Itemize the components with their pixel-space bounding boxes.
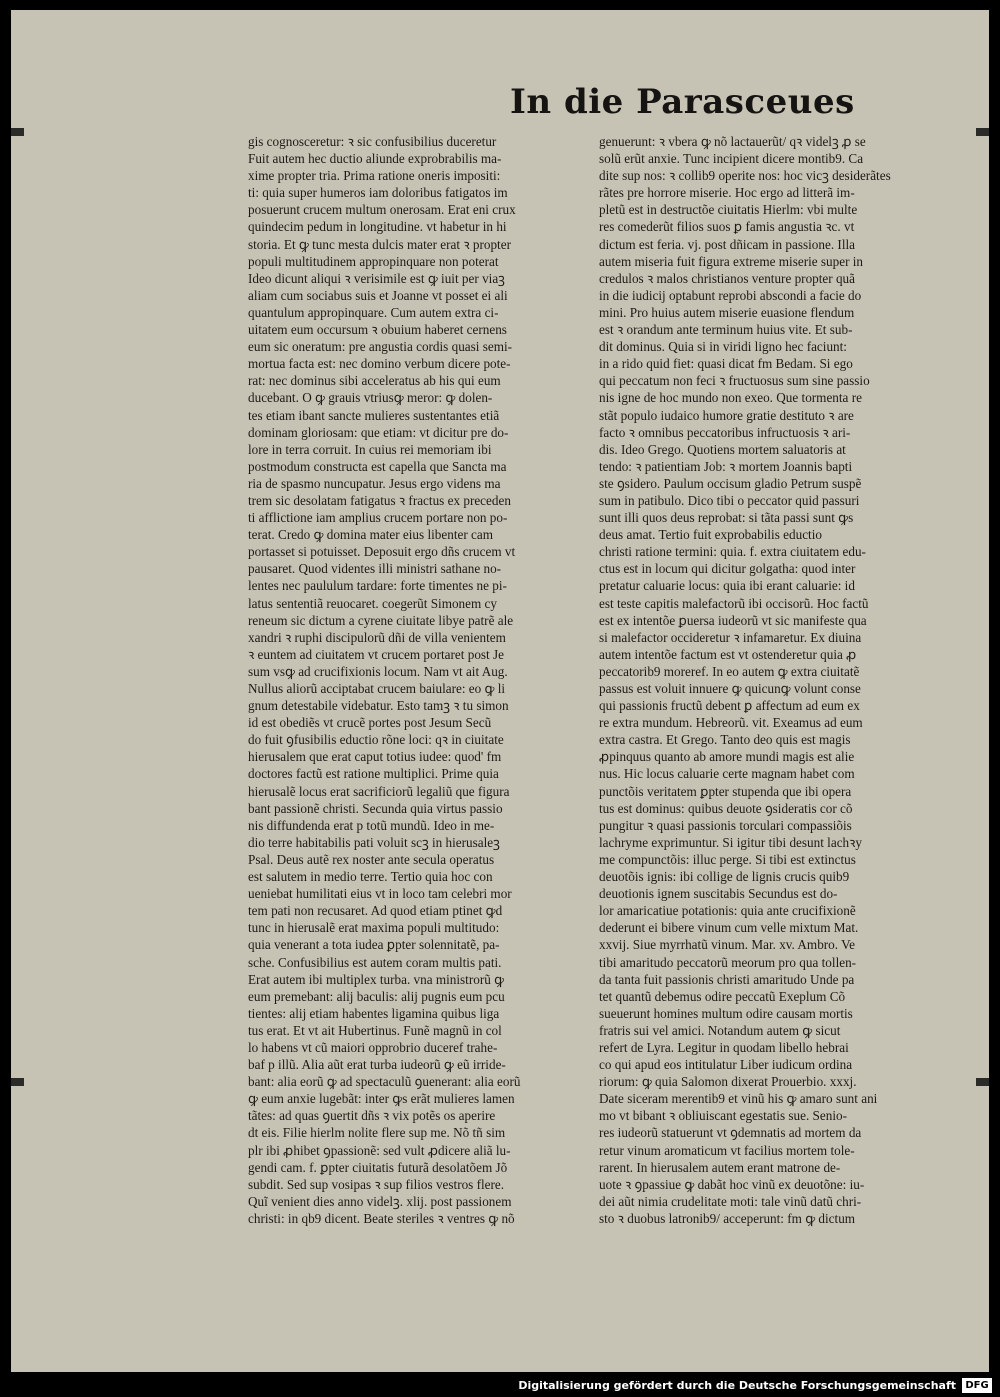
text-line: lentes nec paululum tardare: forte timentes ne pi- xyxy=(248,578,507,594)
text-line: bant passionẽ christi. Secunda quia virtus passio xyxy=(248,800,503,816)
text-line: qui passionis fructũ debent ꝑ affectum ad eum ex xyxy=(599,698,860,714)
text-line: hierusalem que erat caput totius iudee: quod' fm xyxy=(248,749,502,765)
text-line: ste ꝯsidero. Paulum occisum gladio Petrum suspẽ xyxy=(599,475,862,491)
text-line: punctõis veritatem ꝑpter stupenda que ibi opera xyxy=(599,783,852,799)
text-line: doctores factũ est ratione multiplici. Prime quia xyxy=(248,766,499,782)
text-line: lachryme exprimuntur. Si igitur tibi desunt lachꝛy xyxy=(599,834,862,850)
text-line: bant: alia eorũ ꝙ ad spectaculũ ꝯuenerant: alia eorũ xyxy=(248,1074,521,1090)
text-line: xxvij. Siue myrrhatũ vinum. Mar. xv. Ambro. Ve xyxy=(599,937,856,953)
text-column-left xyxy=(248,133,584,1227)
text-line: uitatem eum occursum ꝛ obuium haberet cernens xyxy=(248,322,507,338)
text-line: credulos ꝛ malos christianos venture propter quã xyxy=(599,270,856,286)
text-line: gis cognosceretur: ꝛ sic confusibilius duceretur xyxy=(248,134,497,149)
text-line: est ex intentõe ꝑuersa iudeorũ vt sic manifeste qua xyxy=(599,612,867,628)
binding-mark xyxy=(976,128,989,136)
text-line: deuotionis ignem suscitabis Secundus est do- xyxy=(599,886,838,902)
text-line: dis. Ideo Grego. Quotiens mortem saluatoris at xyxy=(599,441,846,457)
text-line: tet quantũ debemus odire peccatũ Exeplum Cõ xyxy=(599,988,846,1004)
text-line: id est obediẽs vt crucẽ portes post Jesum Secũ xyxy=(248,715,492,731)
text-line: Date siceram merentib9 et vinũ his ꝙ amaro sunt ani xyxy=(599,1091,878,1107)
text-line: da tanta fuit passionis christi amaritudo Unde pa xyxy=(599,971,855,987)
text-line: ꝓpinquus quanto ab amore mundi magis est alie xyxy=(599,749,855,765)
text-line: hierusalẽ locus erat sacrificiorũ legaliũ que figura xyxy=(248,783,510,799)
text-line: pletũ est in destructõe ciuitatis Hierlm: vbi multe xyxy=(599,202,858,218)
text-line: ducebant. O ꝙ grauis vtriusꝙ meror: ꝙ dolen- xyxy=(248,390,493,406)
text-line: tibi amaritudo peccatorũ meorum pro qua tollen- xyxy=(599,954,857,970)
text-line: est teste capitis malefactorũ ibi occisorũ. Hoc factũ xyxy=(599,595,869,611)
text-line: gnum detestabile videbatur. Esto tamꝫ ꝛ tu simon xyxy=(248,698,509,714)
text-line: deuotõis ignis: ibi collige de lignis crucis quib9 xyxy=(599,869,850,885)
page-header: In die Parasceues xyxy=(510,82,855,122)
text-line: est salutem in medio terre. Tertio quia hoc con xyxy=(248,869,493,885)
text-line: tãtes: ad quas ꝯuertit dñs ꝛ vix potẽs os aperire xyxy=(248,1108,496,1124)
text-line: deus amat. Tertio fuit exprobabilis eductio xyxy=(599,527,822,543)
text-line: tientes: alij etiam habentes ligamina quibus liga xyxy=(248,1005,500,1021)
text-line: christi ratione termini: quia. f. extra ciuitatem edu- xyxy=(599,544,866,560)
text-line: uote ꝛ ꝯpassiue ꝙ dabãt hoc vinũ ex deuotõne: iu- xyxy=(599,1176,865,1192)
text-line: Psal. Deus autẽ rex noster ante secula operatus xyxy=(248,851,495,867)
text-line: autem intentõe factum est vt ostenderetur quia ꝓ xyxy=(599,646,857,662)
binding-mark xyxy=(11,1078,24,1086)
text-line: populi multitudinem appropinquare non poterat xyxy=(248,253,499,269)
text-line: latus sententiã reuocaret. coegerũt Simonem cy xyxy=(248,595,498,611)
text-line: posuerunt crucem multum onerosam. Erat eni crux xyxy=(248,202,516,218)
text-line: solũ erũt anxie. Tunc incipient dicere montib9. Ca xyxy=(599,151,864,167)
text-line: ꝙ eum anxie lugebãt: inter ꝙs erãt mulieres lamen xyxy=(248,1091,515,1107)
text-line: tus erat. Et vt ait Hubertinus. Funẽ magnũ in col xyxy=(248,1022,502,1038)
text-line: ctus est in locum qui dicitur golgatha: quod inter xyxy=(599,561,856,577)
text-line: storia. Et ꝙ tunc mesta dulcis mater erat ꝛ propter xyxy=(248,236,511,252)
text-line: rãtes pre horrore miserie. Hoc ergo ad litterã im- xyxy=(599,185,855,201)
text-line: dt eis. Filie hierlm nolite flere sup me. Nõ tñ sim xyxy=(248,1125,506,1141)
text-line: christi: in qb9 dicent. Beate steriles ꝛ ventres ꝙ nõ xyxy=(248,1210,515,1226)
text-line: ueniebat humilitati eius vt in loco tam celebri mor xyxy=(248,886,512,902)
text-line: subdit. Sed sup vosipas ꝛ sup filios vestros flere. xyxy=(248,1176,505,1192)
text-line: portasset si potuisset. Deposuit ergo dñs crucem vt xyxy=(248,544,516,560)
text-line: dio terre habitabilis pati voluit scꝫ in hierusaleꝫ xyxy=(248,834,500,850)
text-line: co qui apud eos intitulatur Liber iudicum ordina xyxy=(599,1057,853,1073)
text-line: me compunctõis: illuc perge. Si tibi est extinctus xyxy=(599,851,856,867)
text-line: res comederũt filios suos ꝑ famis angustia ꝛc. vt xyxy=(599,219,855,235)
text-line: in die iudicij optabunt reprobi abscondi a facie do xyxy=(599,287,862,303)
text-line: lo habens vt cũ maiori opprobrio duceref trahe- xyxy=(248,1039,498,1055)
text-line: sunt illi quos deus reprobat: si tãta passi sunt ꝙs xyxy=(599,510,854,526)
text-line: rarent. In hierusalem autem erant matrone de- xyxy=(599,1159,841,1175)
text-line: retur vinum aromaticum vt facilius mortem tole- xyxy=(599,1142,855,1158)
text-line: ria de spasmo nuncupatur. Jesus ergo videns ma xyxy=(248,475,501,491)
text-line: dominam gloriosam: que etiam: vt dicitur pre do- xyxy=(248,424,509,440)
text-line: sueuerunt homines multum odire causam mortis xyxy=(599,1005,853,1021)
dfg-logo: DFG xyxy=(962,1378,992,1393)
text-line: do fuit ꝯfusibilis eductio rõne loci: qꝛ in ciuitate xyxy=(248,732,504,748)
text-line: baf p illũ. Alia aũt erat turba iudeorũ ꝙ eũ irride- xyxy=(248,1057,506,1073)
text-line: plr ibi ꝓhibet ꝯpassionẽ: sed vult ꝓdicere aliã lu- xyxy=(248,1142,511,1158)
text-line: xime propter tria. Prima ratione oneris impositi: xyxy=(248,168,501,184)
text-line: dit dominus. Quia si in viridi ligno hec faciunt: xyxy=(599,339,847,355)
text-line: facto ꝛ omnibus peccatoribus infructuosis ꝛ ari- xyxy=(599,424,851,440)
text-line: Quĩ venient dies anno videlꝫ. xlij. post passionem xyxy=(248,1193,512,1209)
text-line: Erat autem ibi multiplex turba. vna ministrorũ ꝙ xyxy=(248,971,505,987)
text-line: nus. Hic locus caluarie certe magnam habet com xyxy=(599,766,855,782)
text-column-right xyxy=(599,133,935,1227)
text-line: sum in patibulo. Dico tibi o peccator quid passuri xyxy=(599,492,860,508)
text-line: pausaret. Quod videntes illi ministri sathane no- xyxy=(248,561,502,577)
text-line: lore in terra corruit. In cuius rei memoriam ibi xyxy=(248,441,492,457)
text-line: sche. Confusibilius est autem coram multis pati. xyxy=(248,954,502,970)
text-line: Ideo dicunt aliqui ꝛ verisimile est ꝙ iuit per viaꝫ xyxy=(248,270,505,286)
text-line: dictum est feria. vj. post dñicam in passione. Illa xyxy=(599,236,855,252)
text-line: lor amaricatiue potationis: quia ante crucifixionẽ xyxy=(599,903,856,919)
text-line: genuerunt: ꝛ vbera ꝙ nõ lactauerũt/ qꝛ videlꝫ ꝓ se xyxy=(599,134,866,149)
text-line: riorum: ꝙ quia Salomon dixerat Prouerbio. xxxj. xyxy=(599,1074,857,1090)
text-line: quantulum appropinquare. Cum autem extra ci- xyxy=(248,304,499,320)
text-line: quia venerant a tota iudea ꝑpter solennitatẽ, pa- xyxy=(248,937,500,953)
text-line: rat: nec dominus sibi acceleratus ab his qui eum xyxy=(248,373,501,389)
text-line: stãt populo iudaico humore gratie destituto ꝛ are xyxy=(599,407,854,423)
text-line: ꝛ euntem ad ciuitatem vt crucem portaret post Je xyxy=(248,646,504,662)
text-line: xandri ꝛ ruphi discipulorũ dñi de villa venientem xyxy=(248,629,506,645)
text-line: dei aũt nimia crudelitate moti: tale vinũ datũ chri- xyxy=(599,1193,862,1209)
text-line: Nullus aliorũ acciptabat crucem baiulare: eo ꝙ li xyxy=(248,681,506,696)
text-line: si malefactor occideretur ꝛ infamaretur. Ex diuina xyxy=(599,629,862,645)
text-line: mo vt bibant ꝛ obliuiscant egestatis sue. Senio- xyxy=(599,1108,847,1124)
text-line: terat. Credo ꝙ domina mater eius libenter cam xyxy=(248,527,493,543)
text-line: aliam cum sociabus suis et Joanne vt posset ei ali xyxy=(248,287,508,303)
text-line: dederunt ei bibere vinum cum velle mixtum Mat. xyxy=(599,920,859,936)
text-line: dite sup nos: ꝛ collib9 operite nos: hoc vicꝫ desiderãtes xyxy=(599,168,891,184)
text-line: fratris sui vel amici. Notandum autem ꝙ sicut xyxy=(599,1022,841,1038)
text-line: ti afflictione iam amplius crucem portare non po- xyxy=(248,510,508,526)
text-line: extra castra. Et Grego. Tanto deo quis est magis xyxy=(599,732,851,748)
text-line: sum vsꝙ ad crucifixionis locum. Nam vt ait Aug. xyxy=(248,663,508,679)
text-line: est ꝛ orandum ante terminum huius vite. Et sub- xyxy=(599,322,853,338)
binding-mark xyxy=(976,1078,989,1086)
text-line: autem miseria fuit figura extreme miserie super in xyxy=(599,253,864,269)
text-line: tes etiam ibant sancte mulieres sustentantes etiã xyxy=(248,407,500,423)
text-line: reneum sic dictum a cyrene ciuitate libye patrẽ ale xyxy=(248,612,514,628)
text-line: tendo: ꝛ patientiam Job: ꝛ mortem Joannis bapti xyxy=(599,458,853,474)
text-line: tus est dominus: quibus deuote ꝯsideratis cor cõ xyxy=(599,800,853,816)
text-line: re extra mundum. Hebreorũ. vit. Exeamus ad eum xyxy=(599,715,863,731)
text-line: peccatorib9 moreref. In eo autem ꝙ extra ciuitatẽ xyxy=(599,663,860,679)
text-line: pretatur caluarie locus: quia ibi erant caluarie: id xyxy=(599,578,855,594)
text-line: mortua facta est: nec domino verbum dicere pote- xyxy=(248,356,511,372)
text-line: qui peccatum non feci ꝛ fructuosus sum sine passio xyxy=(599,373,870,389)
binding-mark xyxy=(11,128,24,136)
text-line: in a rido quid fiet: quasi dicat fm Bedam. Si ego xyxy=(599,356,853,372)
text-line: trem sic desolatam fatigatus ꝛ fractus ex preceden xyxy=(248,492,511,508)
text-line: sto ꝛ duobus latronib9/ acceperunt: fm ꝙ dictum xyxy=(599,1210,856,1226)
text-line: res iudeorũ statuerunt vt ꝯdemnatis ad mortem da xyxy=(599,1125,862,1141)
text-line: postmodum constructa est capella que Sancta ma xyxy=(248,458,507,474)
text-line: refert de Lyra. Legitur in quodam libello hebrai xyxy=(599,1039,849,1055)
text-line: eum premebant: alij baculis: alij pugnis eum pcu xyxy=(248,988,505,1004)
text-line: nis igne de hoc mundo non exeo. Que tormenta re xyxy=(599,390,862,406)
text-line: pungitur ꝛ quasi passionis torculari compassiõis xyxy=(599,817,852,833)
text-line: gendi cam. f. ꝑpter ciuitatis futurã desolatõem Jõ xyxy=(248,1159,508,1175)
text-line: tunc in hierusalẽ erat maxima populi multitudo: xyxy=(248,920,500,936)
footer-credit: Digitalisierung gefördert durch die Deutsche Forschungsgemeinschaft xyxy=(518,1379,956,1392)
text-line: nis diffundenda erat p totũ mundũ. Ideo in me- xyxy=(248,817,495,833)
footer-bar xyxy=(0,1376,1000,1397)
text-line: tem pati non recusaret. Ad quod etiam ptinet ꝙd xyxy=(248,903,503,919)
text-line: Fuit autem hec ductio aliunde exprobrabilis ma- xyxy=(248,151,502,167)
text-line: eum sic oneratum: pre angustia cordis quasi semi- xyxy=(248,339,513,355)
text-line: quindecim pedum in longitudine. vt habetur in hi xyxy=(248,219,507,235)
text-line: ti: quia super humeros iam doloribus fatigatos im xyxy=(248,185,508,201)
text-line: passus est voluit innuere ꝙ quicunꝙ volunt conse xyxy=(599,681,861,696)
text-line: mini. Pro huius autem miserie euasione flendum xyxy=(599,304,855,320)
